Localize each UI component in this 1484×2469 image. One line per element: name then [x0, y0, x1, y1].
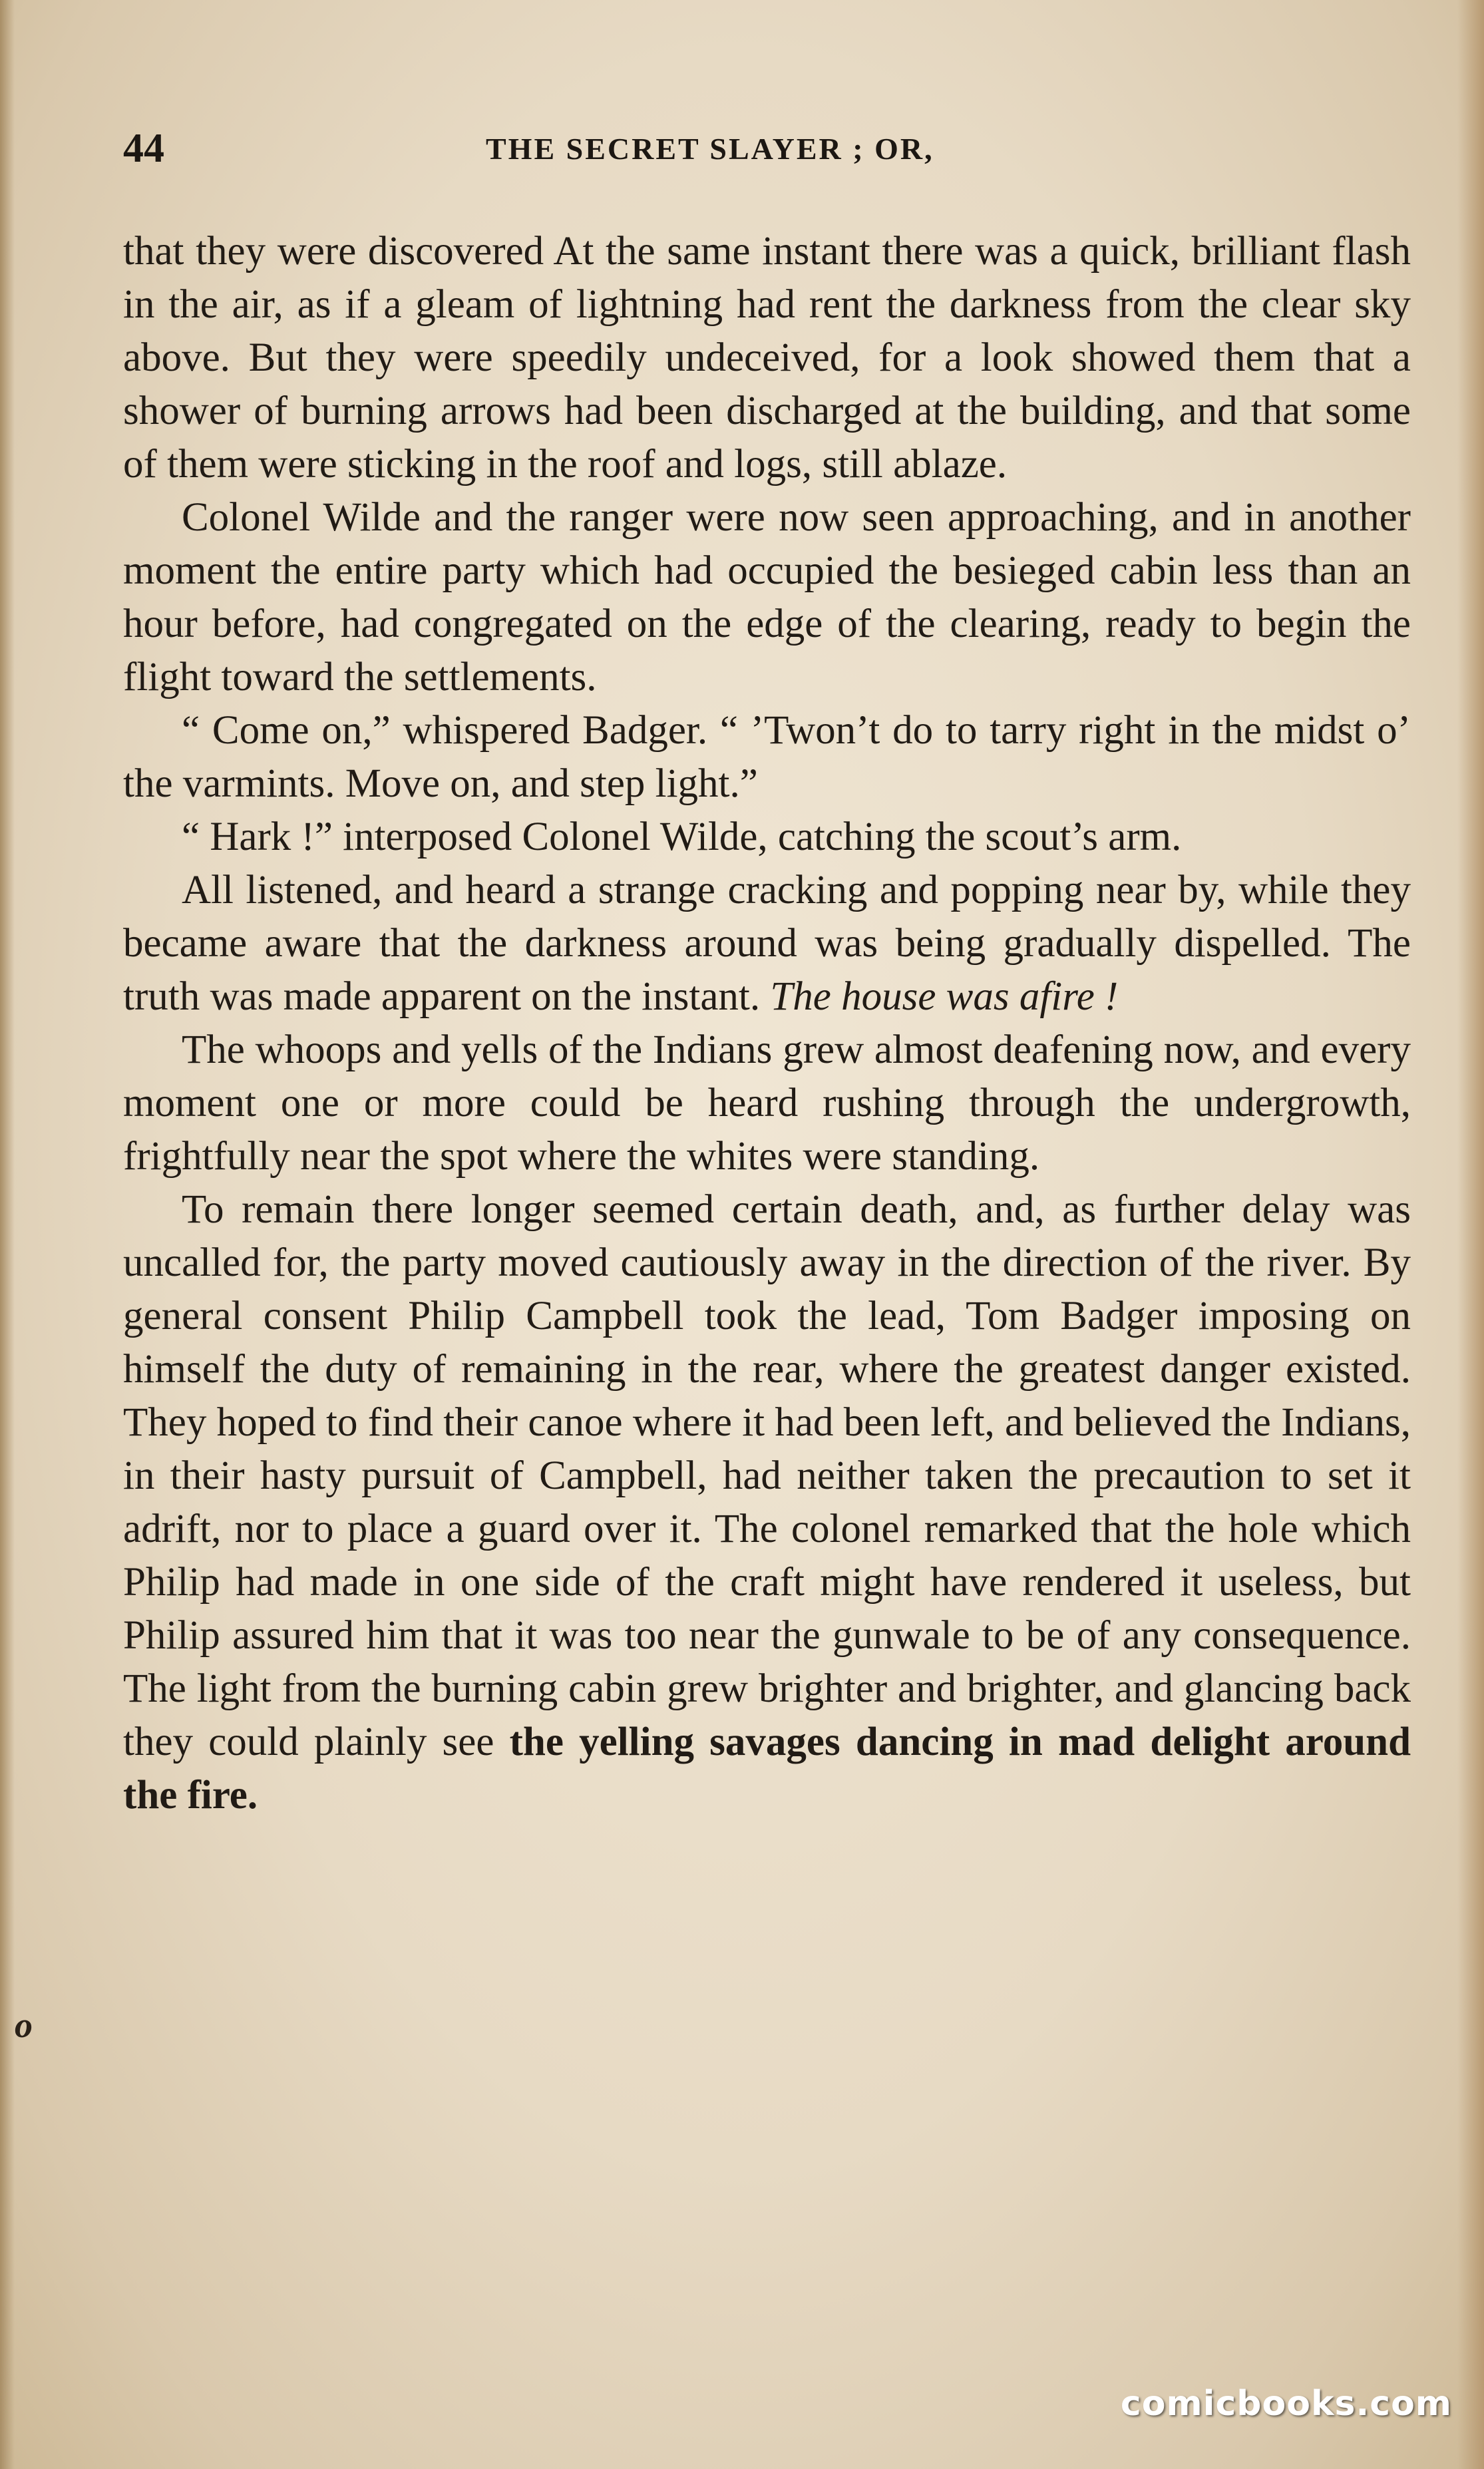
paragraph-2: Colonel Wilde and the ranger were now seen approaching, and in another moment the entire party which had occupied the besieged cabin less than an hour before, had congregated on the edge of the clearing, ready to begin the flight toward the settlements. — [123, 495, 1411, 699]
page-edge-shadow-left — [0, 0, 15, 2469]
running-title: THE SECRET SLAYER ; OR, — [486, 132, 934, 166]
margin-pencil-mark: o — [15, 2005, 33, 2045]
paragraph-7 — [123, 1183, 1411, 1822]
watermark: comicbooks.com — [1120, 2384, 1452, 2424]
body-text — [123, 225, 1411, 1822]
page-number: 44 — [123, 126, 164, 171]
running-header — [123, 125, 1401, 172]
paragraph-6: The whoops and yells of the Indians grew almost deafening now, and every moment one or more could be heard rushing through the undergrowth, frightfully near the spot where the whites were standing. — [123, 1028, 1411, 1179]
paragraph-4: “ Hark !” interposed Colonel Wilde, catching the scout’s arm. — [182, 815, 1182, 859]
paragraph-5-italic: The house was afire ! — [770, 974, 1119, 1019]
paragraph-3: “ Come on,” whispered Badger. “ ’Twon’t do to tarry right in the midst o’ the varmints. Move on, and step light.” — [123, 708, 1411, 806]
paragraph-5 — [123, 864, 1411, 1024]
paragraph-7-text: To remain there longer seemed certain death, and, as further delay was uncalled for, the party moved cautiously away in the direction of the river. By general consent Philip Campbell took the lead, Tom Badger imposing on himself the duty of remaining in the rear, where the greatest danger existed. They hoped to find their canoe where it had been left, and believed the Indians, in their hasty pursuit of Campbell, had neither taken the precaution to set it adrift, nor to place a guard over it. The colonel remarked that the hole which Philip had made in one side of the craft might have rendered it useless, but Philip assured him that it was too near the gunwale to be of any consequence. The light from the burning cabin grew brighter and brighter, and glancing back they could plainly see — [123, 1187, 1411, 1764]
paragraph-1: that they were discovered At the same instant there was a quick, brilliant flash in the air, as if a gleam of lightning had rent the darkness from the clear sky above. But they were speedily undeceived, for a look showed them that a shower of burning arrows had been discharged at the building, and that some of them were sticking in the roof and logs, still ablaze. — [123, 229, 1411, 486]
paragraph-7-bold-ending: the yelling savages dancing in mad delight around the fire. — [123, 1720, 1411, 1817]
page-edge-shadow-right — [1457, 0, 1484, 2469]
paragraph-5-text: All listened, and heard a strange cracking and popping near by, while they became aware that the darkness around was being gradually dispelled. The truth was made apparent on the instant. — [123, 868, 1411, 1019]
